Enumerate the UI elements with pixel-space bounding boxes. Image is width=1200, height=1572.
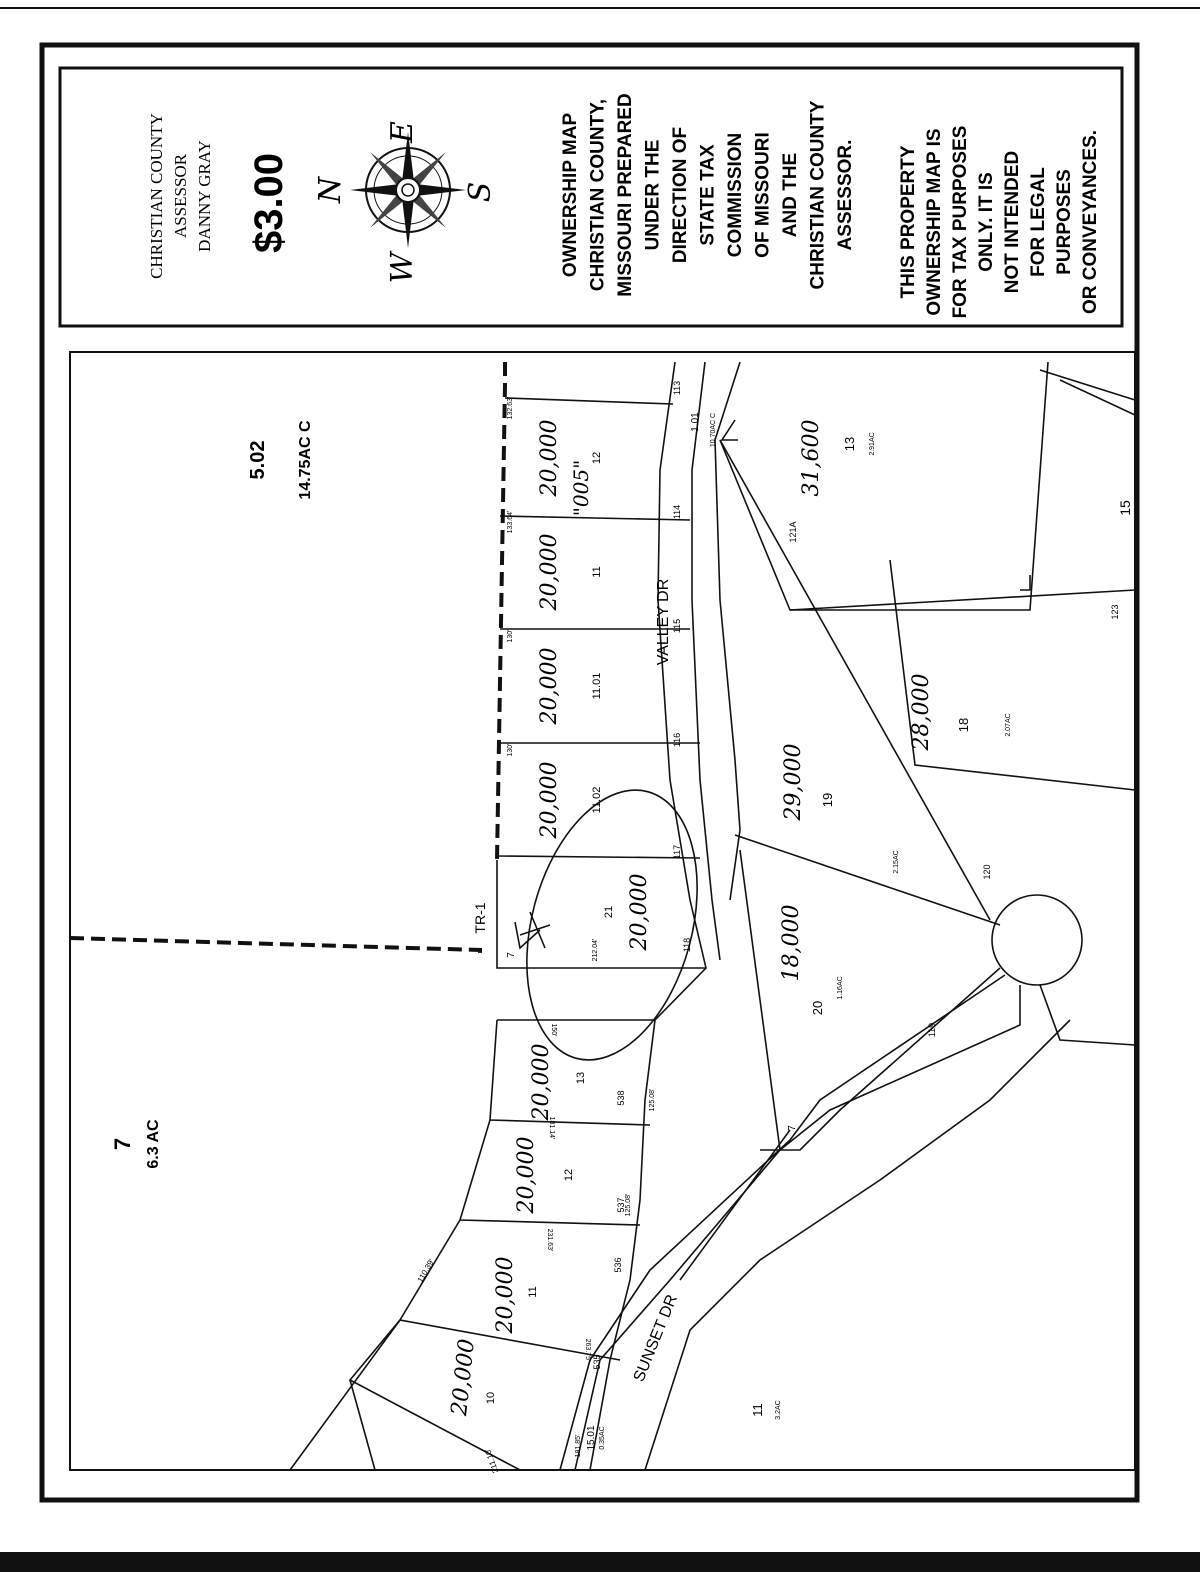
south-addresses — [788, 521, 1120, 1037]
valley-lot-5-dim: 212.04' — [592, 938, 599, 962]
ownership-line-7: COMMISSION — [725, 132, 746, 258]
lot-12-top — [505, 398, 673, 404]
sunset-lot-10-address: 535 — [592, 1354, 602, 1370]
valley-lot-1-note: "005" — [569, 459, 593, 517]
sunset-lot-12-address: 537 — [616, 1197, 626, 1213]
sunset-lot-10-value: 20,000 — [447, 1337, 480, 1417]
valley-lot-4-value: 20,000 — [537, 761, 562, 839]
sunset-dr-far-edge — [645, 1020, 1070, 1470]
parcel-7-area: 6.3 AC — [145, 1119, 162, 1169]
valley-dr-west-edge — [655, 362, 706, 1020]
dim-110: 110.39' — [415, 1257, 437, 1285]
south-parcel-13-value: 31,600 — [799, 419, 824, 497]
disclaimer-line-5: NOT INTENDED — [1002, 150, 1023, 294]
valley-lot-5-number: 21 — [603, 905, 615, 919]
south-parcel-20-area: 1.16AC — [837, 976, 844, 1000]
south-parcel-18-number: 18 — [956, 717, 971, 733]
tr1-mark — [515, 912, 550, 948]
parcel-13-ne-lines — [1040, 370, 1135, 415]
sunset-lot-13-bottom — [490, 1020, 650, 1125]
sunset-lot-12-dim-top: 181.14' — [548, 1116, 555, 1140]
sunset-lot-10-dim-bottom: 181.85' — [575, 1434, 582, 1458]
sunset-dr-label: SUNSET DR — [630, 1292, 681, 1385]
parcel-13-boundary — [720, 362, 1048, 610]
disclaimer-statement — [898, 126, 1101, 319]
cul-de-sac — [992, 895, 1082, 985]
compass-s-letter: S — [463, 181, 498, 203]
valley-lot-4-dim: 130' — [507, 743, 514, 757]
ownership-line-5: DIRECTION OF — [670, 126, 691, 264]
valley-lot-2-dim: 133.64' — [507, 510, 514, 534]
sunset-lot-12-number: 12 — [563, 1168, 575, 1182]
dim-211: 211.10' — [483, 1447, 501, 1475]
south-parcel-11-number: 11 — [750, 1403, 765, 1417]
valley-lot-3-value: 20,000 — [537, 647, 562, 725]
south-parcel-20-number: 20 — [810, 1000, 825, 1016]
south-parcel-18-value: 28,000 — [909, 673, 934, 751]
sunset-lot-13-value: 20,000 — [529, 1043, 554, 1121]
sunset-dr-spur — [680, 1130, 790, 1280]
lot-21-bottom — [497, 860, 706, 968]
sunset-lot-11-address: 536 — [613, 1257, 623, 1273]
valley-lot-1-number: 12 — [591, 451, 603, 465]
dim-15-01: 15.01 — [586, 1425, 597, 1451]
valley-lot-2-address: 114 — [672, 504, 682, 520]
valley-lot-1-address: 113 — [672, 380, 682, 396]
lot-21-address: 118 — [682, 937, 692, 953]
lot-line-1 — [500, 516, 690, 520]
valley-lot-4-number: 11.02 — [591, 786, 603, 814]
sunset-lot-13-address: 538 — [616, 1090, 626, 1106]
ownership-line-6: STATE TAX — [697, 144, 719, 246]
south-address-4: 119 — [927, 1022, 937, 1038]
dim-0-35ac: 0.35AC — [599, 1426, 606, 1450]
disclaimer-line-6: FOR LEGAL — [1028, 167, 1049, 277]
ownership-line-4: UNDER THE — [642, 139, 664, 251]
south-parcel-15-number: 15 — [1117, 500, 1133, 516]
assessor-line-3: DANNY GRAY — [195, 140, 214, 252]
lot-line-4 — [497, 856, 700, 858]
sunset-lot-13-dim-bottom: 125.08' — [649, 1088, 656, 1112]
ownership-line-2: CHRISTIAN COUNTY, — [587, 98, 609, 292]
parcel-20-west — [740, 850, 780, 1150]
sunset-lot-11-number: 11 — [527, 1286, 539, 1298]
parcel-1-01-number: 1.01 — [690, 412, 701, 432]
dashed-boundary-vertical — [497, 362, 505, 860]
disclaimer-line-7: PURPOSES — [1054, 169, 1075, 275]
valley-lot-1-dim: 132.63' — [507, 396, 514, 420]
valley-lot-2-value: 20,000 — [537, 533, 562, 611]
parcel-20-corner: 7 — [787, 1125, 798, 1131]
sunset-dr-east-edge — [575, 985, 1020, 1470]
south-parcel-20-value: 18,000 — [779, 904, 804, 982]
south-address-1: 121A — [788, 521, 798, 543]
corner-mark — [722, 420, 738, 440]
sunset-dr-centre — [560, 975, 1005, 1470]
sunset-lot-11-value: 20,000 — [493, 1256, 518, 1334]
valley-lot-3-number: 11.01 — [591, 672, 603, 700]
assessor-text — [147, 113, 214, 279]
sunset-lot-10-number: 10 — [485, 1391, 497, 1405]
sunset-lots — [447, 1023, 656, 1457]
valley-lot-3-address: 115 — [672, 618, 682, 634]
ownership-line-1: OWNERSHIP MAP — [560, 112, 581, 278]
sunset-lot-west — [290, 1320, 400, 1470]
scan-bottom-bar — [0, 1552, 1200, 1572]
disclaimer-line-8: OR CONVEYANCES. — [1080, 129, 1101, 315]
ownership-statement — [560, 93, 856, 296]
dashed-boundary-horizontal — [70, 938, 480, 955]
south-parcel-13-number: 13 — [842, 436, 857, 452]
disclaimer-line-2: OWNERSHIP MAP IS — [924, 128, 945, 316]
compass-rose-icon — [350, 132, 466, 248]
disclaimer-line-1: THIS PROPERTY — [898, 145, 919, 299]
assessor-line-2: ASSESSOR — [171, 153, 190, 239]
parcel-7-number: 7 — [110, 1137, 135, 1151]
tr1-label: TR-1 — [472, 902, 488, 934]
valley-lot-1-value: 20,000 — [537, 419, 562, 497]
sunset-lot-10-inner — [350, 1380, 375, 1470]
south-parcels — [750, 420, 1133, 1420]
sunset-lot-12-dim-bottom: 125.08' — [625, 1193, 632, 1217]
valley-dr-east-edge — [715, 362, 740, 900]
parcel-1-01-area: 10.70AC C — [710, 412, 717, 448]
valley-lot-2-number: 11 — [591, 566, 603, 578]
south-parcel-11-area: 3.2AC — [775, 1400, 782, 1420]
valley-lot-5-value: 20,000 — [627, 873, 652, 951]
valley-lot-5-address: 117 — [672, 844, 682, 860]
ownership-line-9: AND THE — [780, 152, 801, 238]
ownership-line-3: MISSOURI PREPARED — [615, 93, 636, 297]
corner-mark-2 — [1020, 575, 1030, 590]
ownership-line-10: CHRISTIAN COUNTY — [807, 100, 829, 290]
valley-lot-3-dim: 130' — [507, 629, 514, 643]
disclaimer-line-3: FOR TAX PURPOSES — [950, 125, 971, 319]
south-address-2: 123 — [1110, 604, 1120, 620]
south-address-3: 120 — [982, 864, 992, 880]
sunset-lot-12-value: 20,000 — [514, 1136, 539, 1214]
sunset-lot-10-dim-top: 263.75' — [584, 1338, 591, 1362]
sunset-lot-11-dim-top: 231.63' — [546, 1228, 553, 1252]
compass-n-letter: N — [313, 176, 348, 204]
south-parcel-19-area: 2.15AC — [893, 850, 900, 874]
compass-e-letter: E — [385, 121, 420, 143]
ownership-line-11: ASSESSOR. — [835, 139, 856, 251]
parcel-19-20-line — [735, 835, 1000, 925]
lot-21-corner: 7 — [506, 952, 517, 958]
sunset-dr-west-edge — [590, 1020, 655, 1470]
assessor-line-1: CHRISTIAN COUNTY — [147, 113, 166, 279]
south-parcel-19-value: 29,000 — [781, 743, 806, 821]
compass-w-letter: W — [385, 252, 420, 284]
south-parcel-13-area: 2.91AC — [869, 432, 876, 456]
valley-lot-4-address: 116 — [672, 732, 682, 748]
valley-dr-label: VALLEY DR — [655, 578, 672, 666]
tr1-circle — [499, 771, 725, 1079]
parcel-5-02-number: 5.02 — [247, 440, 269, 480]
map-price: $3.00 — [247, 152, 291, 254]
south-parcel-19-number: 19 — [820, 792, 835, 808]
parcel-5-02-area: 14.75AC C — [297, 420, 314, 500]
valley-north-lots — [507, 381, 682, 962]
sunset-lot-13-number: 13 — [575, 1071, 587, 1085]
sunset-lot-13-dim-top: 150' — [550, 1023, 557, 1037]
ownership-line-8: OF MISSOURI — [752, 132, 774, 258]
disclaimer-line-4: ONLY. IT IS — [976, 172, 997, 272]
south-parcel-18-area: 2.07AC — [1005, 713, 1012, 737]
